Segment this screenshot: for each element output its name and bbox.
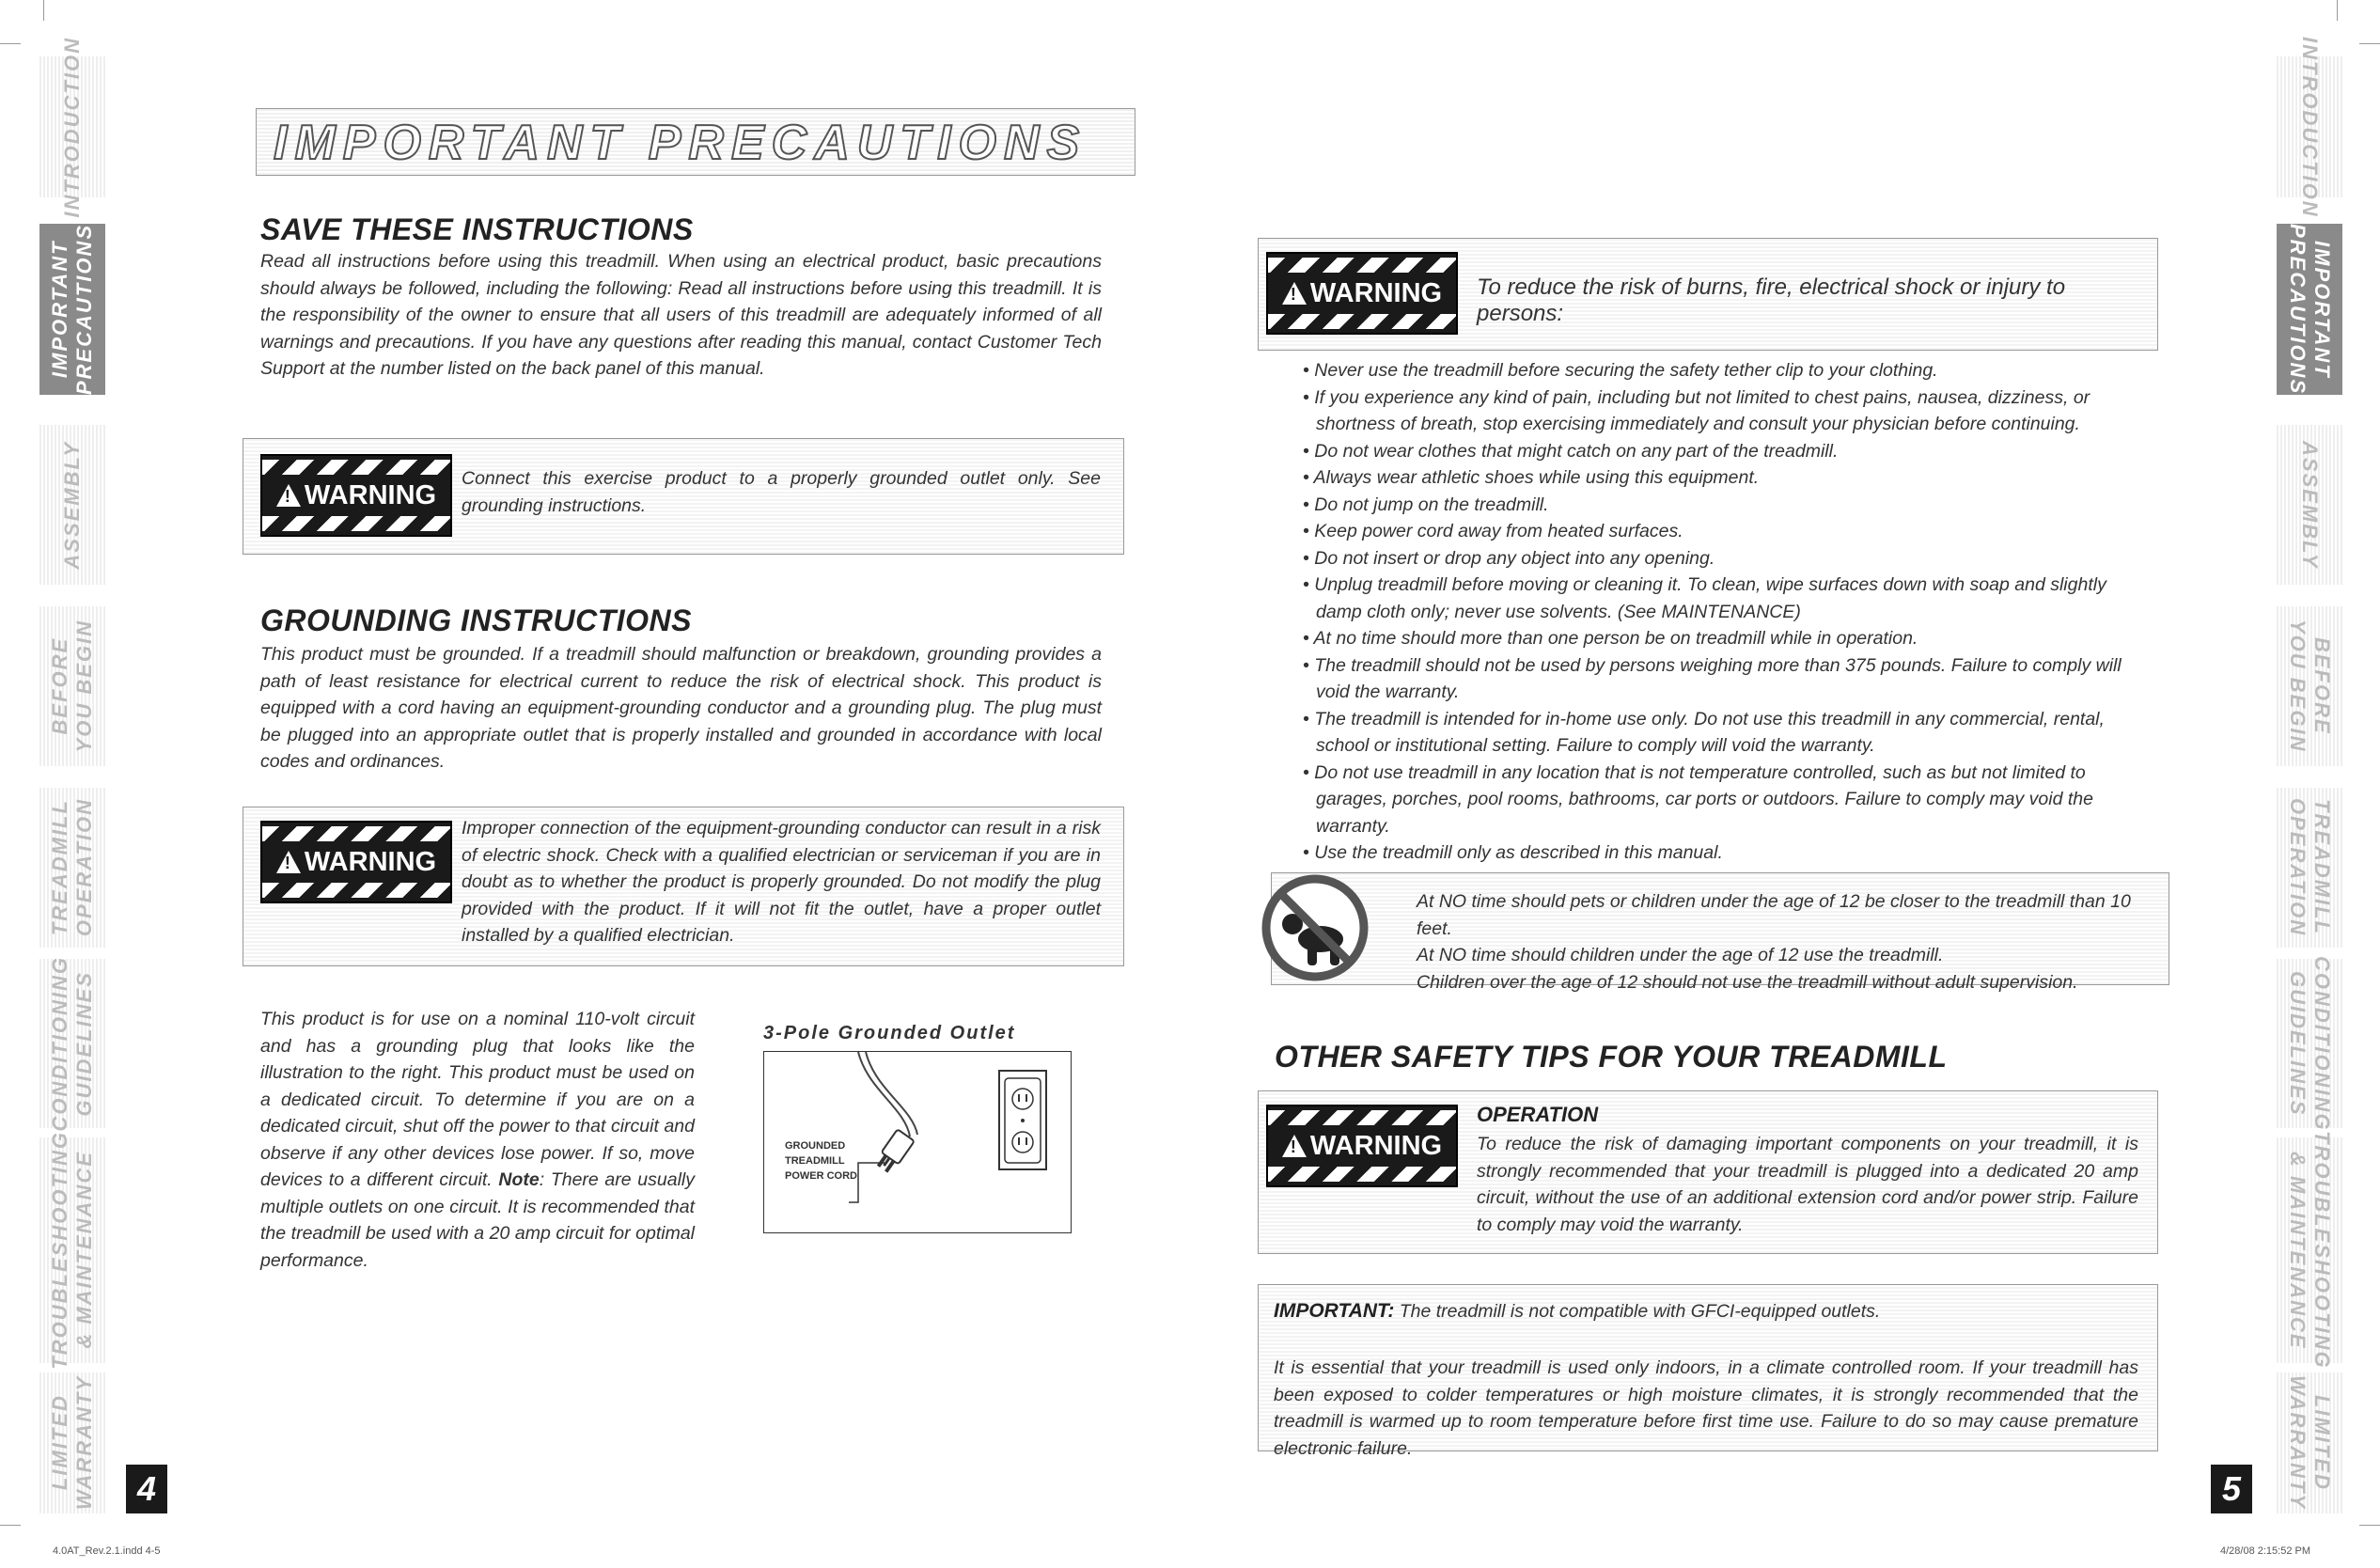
save-paragraph: Read all instructions before using this treadmill. When using an electrical product, basic precautions should always be followed, including the following: Read all instructions before using this treadmill. It is the responsibility of the owner to ensure that all users of this treadmill are adequately informed of all warnings and precautions. If you have any questions after reading this manual, contact Customer Tech Support at the number listed on the back panel of this manual.: [260, 251, 1102, 379]
warning-badge: [260, 821, 452, 903]
crop-mark: [2337, 0, 2338, 21]
right-tab-important-precautions[interactable]: [2277, 224, 2342, 395]
warning-box-grounded-outlet: [243, 438, 1124, 555]
cord-label: [785, 1138, 857, 1184]
warning-badge: [260, 454, 452, 537]
warning-text-burns-fire: To reduce the risk of burns, fire, electrical shock or injury to persons:: [1477, 274, 2066, 326]
circuit-text-a: This product is for use on a nominal 110-volt circuit and has a grounding plug that looks like the illustration to the right. This product must be used on a dedicated circuit. To determine if you are on a dedicated circuit, shut off the power to that circuit and observe if any other devices lose power. If so, move devices to a different circuit.: [260, 1009, 695, 1190]
tab-label: IMPORTANT PRECAUTIONS: [2286, 223, 2334, 396]
left-tab-assembly[interactable]: [39, 425, 105, 585]
warning-label: WARNING: [1309, 1130, 1443, 1161]
warning-triangle-icon: [276, 851, 301, 873]
wall-outlet-icon: [999, 1071, 1046, 1169]
grounding-heading: GROUNDING INSTRUCTIONS: [260, 604, 692, 637]
note-label: Note: [498, 1169, 540, 1190]
list-item: • Do not insert or drop any object into any opening.: [1293, 545, 2156, 572]
crop-mark: [2359, 43, 2380, 44]
hazard-stripe-top: [262, 460, 450, 475]
right-tab-assembly[interactable]: [2277, 425, 2342, 585]
left-tab-limited-warranty[interactable]: [39, 1372, 105, 1513]
tab-label: CONDITIONING GUIDELINES: [48, 955, 96, 1132]
tab-label: INTRODUCTION: [60, 36, 84, 218]
right-tab-treadmill-operation[interactable]: [2277, 788, 2342, 948]
right-tab-before-you-begin[interactable]: [2277, 606, 2342, 766]
cord-label-line: TREADMILL: [785, 1155, 845, 1167]
important-box: [1258, 1284, 2158, 1459]
tab-label: BEFORE YOU BEGIN: [2286, 619, 2334, 753]
list-item: • Do not jump on the treadmill.: [1293, 492, 2156, 519]
tab-label: ASSEMBLY: [60, 440, 84, 570]
crop-mark: [2359, 1525, 2380, 1526]
warning-badge: [1266, 1105, 1458, 1187]
hazard-stripe-top: [1268, 258, 1456, 273]
page-number-right: 5: [2211, 1465, 2252, 1513]
hazard-stripe-bottom: [262, 516, 450, 531]
warning-label: WARNING: [1309, 277, 1443, 308]
warning-label: WARNING: [304, 846, 437, 877]
list-item: • If you experience any kind of pain, including but not limited to chest pains, nausea, dizziness, or shortness of breath, stop exercising immediately and consult your physician before continuing.: [1293, 384, 2156, 438]
children-line: At NO time should children under the age of 12 use the treadmill.: [1417, 945, 1944, 965]
list-item: • Keep power cord away from heated surfaces.: [1293, 518, 2156, 545]
tab-label: INTRODUCTION: [2298, 36, 2322, 218]
cord-label-line: POWER CORD: [785, 1170, 857, 1182]
footer-file-info: 4.0AT_Rev.2.1.indd 4-5: [53, 1545, 161, 1557]
left-tab-troubleshooting[interactable]: [39, 1131, 105, 1370]
important-line: [1274, 1300, 1880, 1323]
left-tab-conditioning-guidelines[interactable]: [39, 955, 105, 1132]
hazard-stripe-bottom: [1268, 1167, 1456, 1182]
crop-mark: [0, 43, 21, 44]
important-label: IMPORTANT:: [1274, 1300, 1395, 1322]
children-warning-box: [1271, 872, 2169, 993]
operation-warning-box: [1258, 1090, 2158, 1254]
list-item: • The treadmill should not be used by persons weighing more than 375 pounds. Failure to comply will void the warranty.: [1293, 652, 2156, 706]
hazard-stripe-top: [1268, 1110, 1456, 1125]
list-item: • Do not wear clothes that might catch on any part of the treadmill.: [1293, 438, 2156, 465]
tab-label: TREADMILL OPERATION: [48, 798, 96, 937]
tab-label: TROUBLESHOOTING & MAINTENANCE: [2286, 1131, 2334, 1370]
grounding-paragraph: This product must be grounded. If a treadmill should malfunction or breakdown, grounding provides a path of least resistance for electrical current to reduce the risk of electrical shock. This product is equipped with a cord having an equipment-grounding conductor and a grounding plug. The plug must be plugged into an appropriate outlet that is properly installed and grounded in accordance with local codes and ordinances.: [260, 644, 1102, 772]
list-item: • At no time should more than one person be on treadmill while in operation.: [1293, 625, 2156, 652]
tab-label: LIMITED WARRANTY: [2286, 1375, 2334, 1511]
warning-text-improper-connection: Improper connection of the equipment-grounding conductor can result in a risk of electric shock. Check with a qualified electrician or serviceman if you are in doubt as to whether the product is properly grounded. Do not modify the plug provided with the product. If it will not fit the outlet, have a proper outlet installed by a qualified electrician.: [462, 818, 1101, 946]
hazard-stripe-bottom: [1268, 314, 1456, 329]
list-item: • Use the treadmill only as described in this manual.: [1293, 839, 2156, 867]
safety-bullet-list: [1293, 357, 2156, 867]
warning-box-burns-fire: [1258, 238, 2158, 351]
save-heading: SAVE THESE INSTRUCTIONS: [260, 212, 694, 246]
outlet-figure-caption: 3-Pole Grounded Outlet: [763, 1023, 1016, 1043]
tab-label: CONDITIONING GUIDELINES: [2286, 955, 2334, 1132]
warning-triangle-icon: [1282, 282, 1307, 305]
crop-mark: [43, 0, 44, 21]
warning-badge: [1266, 252, 1458, 335]
right-tab-limited-warranty[interactable]: [2277, 1372, 2342, 1513]
cord-label-line: GROUNDED: [785, 1140, 846, 1152]
warning-label: WARNING: [304, 479, 437, 510]
page-title-box: [256, 108, 1135, 176]
list-item: • Do not use treadmill in any location that is not temperature controlled, such as but not limited to garages, porches, pool rooms, bathrooms, car ports or outdoors. Failure to comply may void the warranty.: [1293, 760, 2156, 840]
tab-label: TREADMILL OPERATION: [2286, 798, 2334, 937]
right-tab-troubleshooting[interactable]: [2277, 1131, 2342, 1370]
hazard-stripe-bottom: [262, 883, 450, 898]
tab-label: BEFORE YOU BEGIN: [48, 619, 96, 753]
list-item: • Always wear athletic shoes while using this equipment.: [1293, 464, 2156, 492]
outlet-figure: [763, 1051, 1072, 1233]
warning-triangle-icon: [276, 484, 301, 507]
circuit-text-b: : There are usually multiple outlets on one circuit. It is recommended that the treadmill be used with a 20 amp circuit for optimal performance.: [260, 1169, 695, 1271]
page-number-left: 4: [126, 1465, 167, 1513]
circuit-paragraph: [260, 1006, 695, 1274]
important-paragraph: It is essential that your treadmill is used only indoors, in a climate controlled room. If your treadmill has been exposed to colder temperatures or high moisture climates, it is strongly recommended that the treadmill is warmed up to room temperature before first time use. Failure to do so may cause premature electronic failure.: [1274, 1357, 2138, 1459]
warning-box-improper-connection: [243, 807, 1124, 966]
tab-label: ASSEMBLY: [2298, 440, 2322, 570]
no-children-icon: [1259, 871, 1371, 984]
warning-triangle-icon: [1282, 1135, 1307, 1157]
left-tab-treadmill-operation[interactable]: [39, 788, 105, 948]
footer-timestamp: 4/28/08 2:15:52 PM: [2220, 1545, 2311, 1557]
children-text: [1417, 888, 2150, 996]
plug-icon: [874, 1129, 915, 1175]
left-tab-introduction[interactable]: [39, 36, 105, 218]
hazard-stripe-top: [262, 826, 450, 841]
left-tab-important-precautions[interactable]: [39, 224, 105, 395]
warning-text-grounded-outlet: Connect this exercise product to a properly grounded outlet only. See grounding instructions.: [462, 468, 1101, 516]
other-safety-heading: OTHER SAFETY TIPS FOR YOUR TREADMILL: [1275, 1040, 1948, 1074]
children-line: Children over the age of 12 should not use the treadmill without adult supervision.: [1417, 971, 2078, 993]
left-tab-before-you-begin[interactable]: [39, 606, 105, 766]
right-tab-introduction[interactable]: [2277, 36, 2342, 218]
tab-label: IMPORTANT PRECAUTIONS: [48, 223, 96, 396]
operation-heading: OPERATION: [1477, 1103, 1599, 1126]
list-item: • Unplug treadmill before moving or cleaning it. To clean, wipe surfaces down with soap and slightly damp cloth only; never use solvents. (See MAINTENANCE): [1293, 572, 2156, 625]
tab-label: TROUBLESHOOTING & MAINTENANCE: [48, 1131, 96, 1370]
page-title: IMPORTANT PRECAUTIONS: [274, 116, 1088, 170]
crop-mark: [0, 1525, 21, 1526]
list-item: • The treadmill is intended for in-home use only. Do not use this treadmill in any commercial, rental, school or institutional setting. Failure to comply will void the warranty.: [1293, 706, 2156, 760]
list-item: • Never use the treadmill before securing the safety tether clip to your clothing.: [1293, 357, 2156, 384]
tab-label: LIMITED WARRANTY: [48, 1375, 96, 1511]
operation-text: To reduce the risk of damaging important components on your treadmill, it is strongly recommended that your treadmill is plugged into a dedicated 20 amp circuit, without the use of an additional extension cord and/or power strip. Failure to comply may void the warranty.: [1477, 1134, 2138, 1235]
children-line: At NO time should pets or children under the age of 12 be closer to the treadmill than 10 feet.: [1417, 891, 2131, 939]
right-tab-conditioning-guidelines[interactable]: [2277, 955, 2342, 1132]
important-text: The treadmill is not compatible with GFCI-equipped outlets.: [1394, 1301, 1881, 1322]
